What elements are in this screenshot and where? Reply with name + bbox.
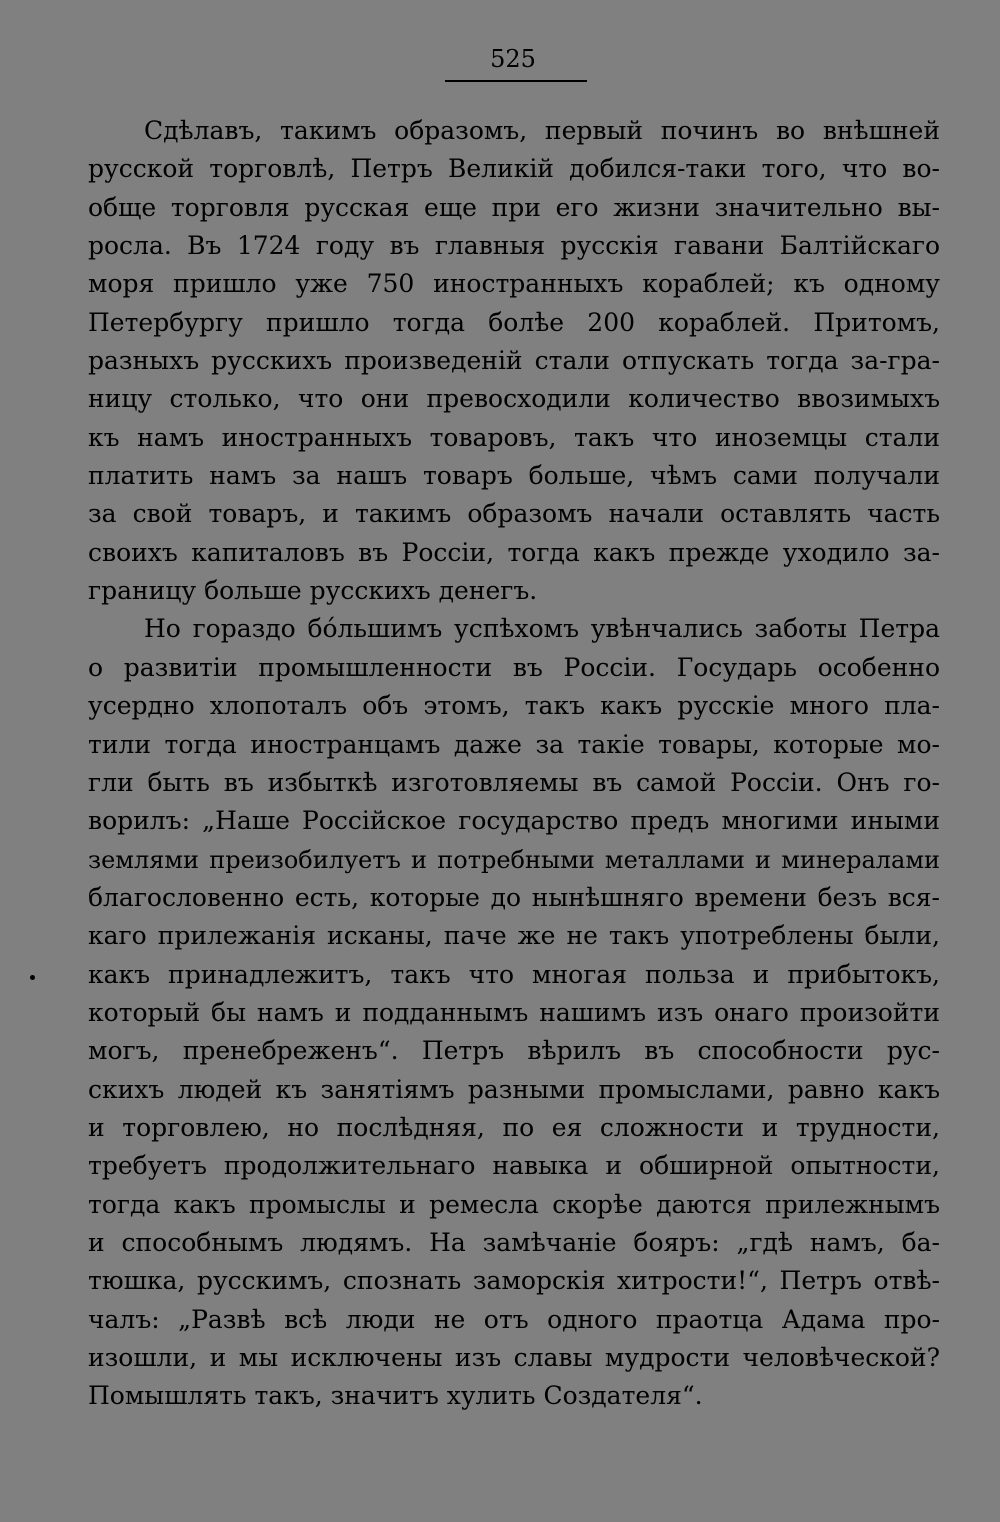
- text-line: каго прилежанія исканы, паче же не такъ употреблены были,: [88, 921, 940, 951]
- text-line: моря пришло уже 750 иностранныхъ кораблей; къ одному: [88, 269, 940, 299]
- text-line: и торговлею, но послѣдняя, по ея сложности и трудности,: [88, 1112, 940, 1142]
- text-line: своихъ капиталовъ въ Россіи, тогда какъ прежде уходило за-: [88, 537, 940, 567]
- text-line: благословенно есть, которые до нынѣшняго времени безъ вся-: [88, 882, 940, 912]
- text-line: ницу столько, что они превосходили количество ввозимыхъ: [88, 384, 940, 414]
- text-line: Но гораздо бо́льшимъ успѣхомъ увѣнчались заботы Петра: [144, 614, 940, 644]
- text-line: который бы намъ и подданнымъ нашимъ изъ онаго произойти: [88, 997, 940, 1027]
- text-line: платить намъ за нашъ товаръ больше, чѣмъ сами получали: [88, 461, 940, 491]
- text-line: тюшка, русскимъ, спознать заморскія хитрости!“, Петръ отвѣ-: [88, 1266, 940, 1296]
- text-line: за свой товаръ, и такимъ образомъ начали оставлять часть: [88, 499, 940, 529]
- text-line: границу больше русскихъ денегъ.: [88, 576, 538, 606]
- text-line: и способнымъ людямъ. На замѣчаніе бояръ: „гдѣ намъ, ба-: [88, 1227, 940, 1257]
- text-line: гли быть въ избыткѣ изготовляемы въ самой Россіи. Онъ го-: [88, 767, 940, 797]
- text-line: скихъ людей къ занятіямъ разными промыслами, равно какъ: [88, 1074, 940, 1104]
- text-line: Петербургу пришло тогда болѣе 200 кораблей. Притомъ,: [88, 307, 940, 337]
- text-line: чалъ: „Развѣ всѣ люди не отъ одного праотца Адама про-: [88, 1304, 940, 1334]
- text-line: могъ, пренебреженъ“. Петръ вѣрилъ въ способности рус-: [88, 1036, 940, 1066]
- text-line: Помышлять такъ, значитъ хулить Создателя“.: [88, 1381, 703, 1411]
- body-text: [88, 112, 940, 1416]
- text-line: Сдѣлавъ, такимъ образомъ, первый починъ во внѣшней: [144, 116, 940, 145]
- paragraph-1: [88, 112, 940, 610]
- text-line: какъ принадлежитъ, такъ что многая польза и прибытокъ,: [88, 959, 940, 989]
- text-line: къ намъ иностранныхъ товаровъ, такъ что иноземцы стали: [88, 422, 940, 452]
- page-number-rule: [445, 80, 587, 82]
- margin-speck: [30, 975, 35, 980]
- text-line: русской торговлѣ, Петръ Великій добился-таки того, что во-: [88, 154, 940, 184]
- text-line: усердно хлопоталъ объ этомъ, такъ какъ русскіе много пла-: [88, 691, 940, 721]
- text-line: тили тогда иностранцамъ даже за такіе товары, которые мо-: [88, 729, 940, 759]
- text-line: требуетъ продолжительнаго навыка и обширной опытности,: [88, 1151, 940, 1181]
- text-line: о развитіи промышленности въ Россіи. Государь особенно: [88, 652, 940, 682]
- text-line: тогда какъ промыслы и ремесла скорѣе даются прилежнымъ: [88, 1189, 940, 1219]
- text-line: обще торговля русская еще при его жизни значительно вы-: [88, 192, 940, 222]
- text-line: разныхъ русскихъ произведеній стали отпускать тогда за-гра-: [88, 346, 940, 376]
- page-number: 525: [490, 45, 536, 73]
- paragraph-2: [88, 610, 940, 1415]
- text-line: ворилъ: „Наше Россійское государство предъ многими иными: [88, 806, 940, 836]
- text-line: росла. Въ 1724 году въ главныя русскія гавани Балтійскаго: [88, 231, 940, 261]
- text-line: изошли, и мы исключены изъ славы мудрости человѣческой?: [88, 1343, 940, 1372]
- text-line: землями преизобилуетъ и потребными металлами и минералами: [88, 845, 940, 874]
